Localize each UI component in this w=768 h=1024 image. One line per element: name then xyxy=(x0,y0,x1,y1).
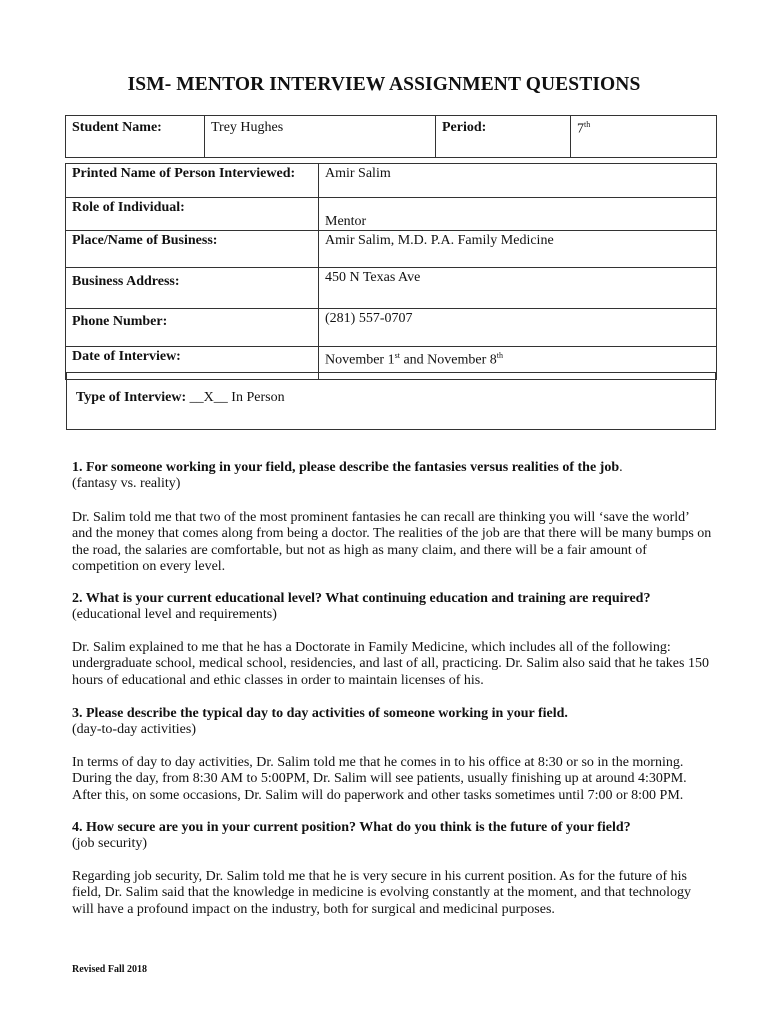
student-name-label: Student Name: xyxy=(66,116,205,158)
question-3-hint: (day-to-day activities) xyxy=(72,722,197,738)
question-2-hint: (educational level and requirements) xyxy=(72,607,277,623)
period-label: Period: xyxy=(436,116,571,158)
student-table xyxy=(65,115,717,158)
date-value: November 1st and November 8th xyxy=(319,347,717,380)
business-label: Place/Name of Business: xyxy=(66,231,319,268)
answer-2: Dr. Salim explained to me that he has a Doctorate in Family Medicine, which includes all of the following: undergraduate school, medical school, residencies, and last of all, practicing. Dr. Salim also said that he takes 150 hours of educational and ethic classes in order to maintain licenses of his. xyxy=(72,640,709,688)
interviewee-label: Printed Name of Person Interviewed: xyxy=(66,164,319,198)
question-4 xyxy=(72,820,712,853)
business-value: Amir Salim, M.D. P.A. Family Medicine xyxy=(319,231,717,268)
question-4-text: 4. How secure are you in your current position? What do you think is the future of your field? xyxy=(72,820,631,835)
interview-type-label: Type of Interview: xyxy=(76,390,187,405)
answer-4: Regarding job security, Dr. Salim told me that he is very secure in his current position. As for the future of his field, Dr. Salim said that the knowledge in medicine is evolving constantly at the moment, and that technology will have a profound impact on the industry, both for surgical and medicinal purposes. xyxy=(72,869,691,917)
role-label: Role of Individual: xyxy=(66,198,319,231)
question-1: 1. For someone working in your field, please describe the fantasies versus realities of the job. (fantasy vs. reality) xyxy=(72,460,623,492)
interviewee-value: Amir Salim xyxy=(319,164,717,198)
question-2-text: 2. What is your current educational level? What continuing education and training are required? xyxy=(72,591,651,606)
interview-info-table xyxy=(65,163,717,380)
page-title: ISM- MENTOR INTERVIEW ASSIGNMENT QUESTIONS xyxy=(127,74,641,95)
student-name-value: Trey Hughes xyxy=(205,116,436,158)
question-4-hint: (job security) xyxy=(72,836,148,852)
interview-type-mark: __X__ xyxy=(189,390,228,405)
phone-value: (281) 557-0707 xyxy=(319,309,717,347)
question-2 xyxy=(72,591,712,624)
question-3-text: 3. Please describe the typical day to day activities of someone working in your field. xyxy=(72,706,568,721)
interview-type-value: In Person xyxy=(227,390,285,405)
address-value: 450 N Texas Ave xyxy=(319,268,717,309)
question-3 xyxy=(72,706,712,739)
period-value: 7th xyxy=(571,116,717,158)
answer-1: Dr. Salim told me that two of the most prominent fantasies he can recall are thinking you will ‘save the world’ and the money that comes along from being a doctor. The realities of the job are that there will be many bumps on the road, the salaries are comfortable, but not as high as many claim, and there will be a fair amount of competition on every level. xyxy=(72,510,712,575)
address-label: Business Address: xyxy=(66,268,319,309)
interview-type-line xyxy=(76,390,285,406)
answer-3: In terms of day to day activities, Dr. Salim told me that he comes in to his office at 8:30 or so in the morning. During the day, from 8:30 AM to 5:00PM, Dr. Salim will see patients, usually finishing up at around 4:30PM. After this, on some occasions, Dr. Salim will do paperwork and other tasks sometimes until 7:00 or 8:00 PM. xyxy=(72,755,687,803)
interview-type-box xyxy=(66,372,716,430)
question-1-hint: (fantasy vs. reality) xyxy=(72,476,181,492)
phone-label: Phone Number: xyxy=(66,309,319,347)
date-label: Date of Interview: xyxy=(66,347,319,380)
role-value: Mentor xyxy=(319,198,717,231)
question-1-text: 1. For someone working in your field, please describe the fantasies versus realities of the job xyxy=(72,460,620,475)
footer-revision: Revised Fall 2018 xyxy=(72,964,147,975)
